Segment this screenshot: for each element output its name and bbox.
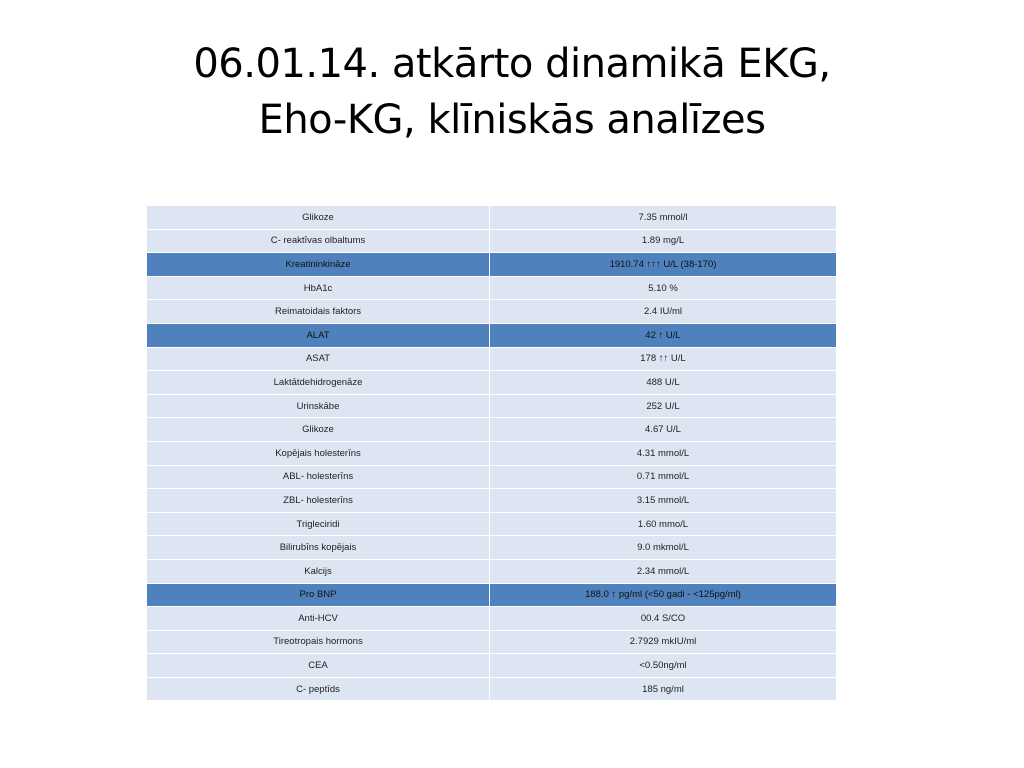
test-value-cell: <0.50ng/ml xyxy=(490,654,837,678)
table-row xyxy=(147,300,837,324)
test-value-cell: 4.67 U/L xyxy=(490,418,837,442)
test-value-cell: 1910.74 ↑↑↑ U/L (38-170) xyxy=(490,253,837,277)
table-row xyxy=(147,441,837,465)
test-value-cell: 185 ng/ml xyxy=(490,677,837,701)
table-row xyxy=(147,371,837,395)
test-value-cell: 252 U/L xyxy=(490,394,837,418)
test-name-cell: C- reaktīvas olbaltums xyxy=(147,229,490,253)
table-row xyxy=(147,630,837,654)
lab-results-table xyxy=(146,205,837,701)
test-value-cell: 4.31 mmol/L xyxy=(490,441,837,465)
test-value-cell: 2.7929 mkIU/ml xyxy=(490,630,837,654)
table-row xyxy=(147,418,837,442)
test-value-cell: 2.34 mmol/L xyxy=(490,559,837,583)
test-name-cell: ALAT xyxy=(147,323,490,347)
slide-title-line-1: 06.01.14. atkārto dinamikā EKG, xyxy=(193,41,831,87)
test-name-cell: C- peptīds xyxy=(147,677,490,701)
test-value-cell: 00.4 S/CO xyxy=(490,607,837,631)
test-value-cell: 0.71 mmol/L xyxy=(490,465,837,489)
test-value-cell: 178 ↑↑ U/L xyxy=(490,347,837,371)
table-row xyxy=(147,276,837,300)
test-name-cell: Kopējais holesterīns xyxy=(147,441,490,465)
table-row xyxy=(147,583,837,607)
test-name-cell: Tireotropais hormons xyxy=(147,630,490,654)
test-value-cell: 488 U/L xyxy=(490,371,837,395)
table-row xyxy=(147,559,837,583)
test-name-cell: Laktātdehidrogenāze xyxy=(147,371,490,395)
test-name-cell: Pro BNP xyxy=(147,583,490,607)
test-value-cell: 42 ↑ U/L xyxy=(490,323,837,347)
table-row xyxy=(147,536,837,560)
table-row xyxy=(147,229,837,253)
table-row xyxy=(147,607,837,631)
test-value-cell: 9.0 mkmol/L xyxy=(490,536,837,560)
test-name-cell: Glikoze xyxy=(147,206,490,230)
test-value-cell: 7.35 mmol/l xyxy=(490,206,837,230)
table-row xyxy=(147,253,837,277)
test-value-cell: 5.10 % xyxy=(490,276,837,300)
table-row xyxy=(147,465,837,489)
test-name-cell: Kreatininkināze xyxy=(147,253,490,277)
test-name-cell: ASAT xyxy=(147,347,490,371)
test-name-cell: Anti-HCV xyxy=(147,607,490,631)
test-name-cell: Bilirubīns kopējais xyxy=(147,536,490,560)
test-name-cell: Kalcijs xyxy=(147,559,490,583)
test-value-cell: 2.4 IU/ml xyxy=(490,300,837,324)
table-row xyxy=(147,677,837,701)
test-value-cell: 3.15 mmol/L xyxy=(490,489,837,513)
table-row xyxy=(147,654,837,678)
table-row xyxy=(147,394,837,418)
test-name-cell: Urinskābe xyxy=(147,394,490,418)
test-value-cell: 1.60 mmo/L xyxy=(490,512,837,536)
test-name-cell: ZBL- holesterīns xyxy=(147,489,490,513)
slide-title-line-2: Eho-KG, klīniskās analīzes xyxy=(258,97,766,143)
test-name-cell: Trigleciridi xyxy=(147,512,490,536)
table-row xyxy=(147,347,837,371)
table-row xyxy=(147,512,837,536)
table-row xyxy=(147,323,837,347)
table-row xyxy=(147,489,837,513)
table-row xyxy=(147,206,837,230)
test-name-cell: CEA xyxy=(147,654,490,678)
slide-title xyxy=(0,36,1024,148)
test-value-cell: 1.89 mg/L xyxy=(490,229,837,253)
test-name-cell: HbA1c xyxy=(147,276,490,300)
lab-results-table-body xyxy=(147,206,837,701)
test-value-cell: 188.0 ↑ pg/ml (<50 gadi - <125pg/ml) xyxy=(490,583,837,607)
test-name-cell: ABL- holesterīns xyxy=(147,465,490,489)
test-name-cell: Glikoze xyxy=(147,418,490,442)
test-name-cell: Reimatoidais faktors xyxy=(147,300,490,324)
